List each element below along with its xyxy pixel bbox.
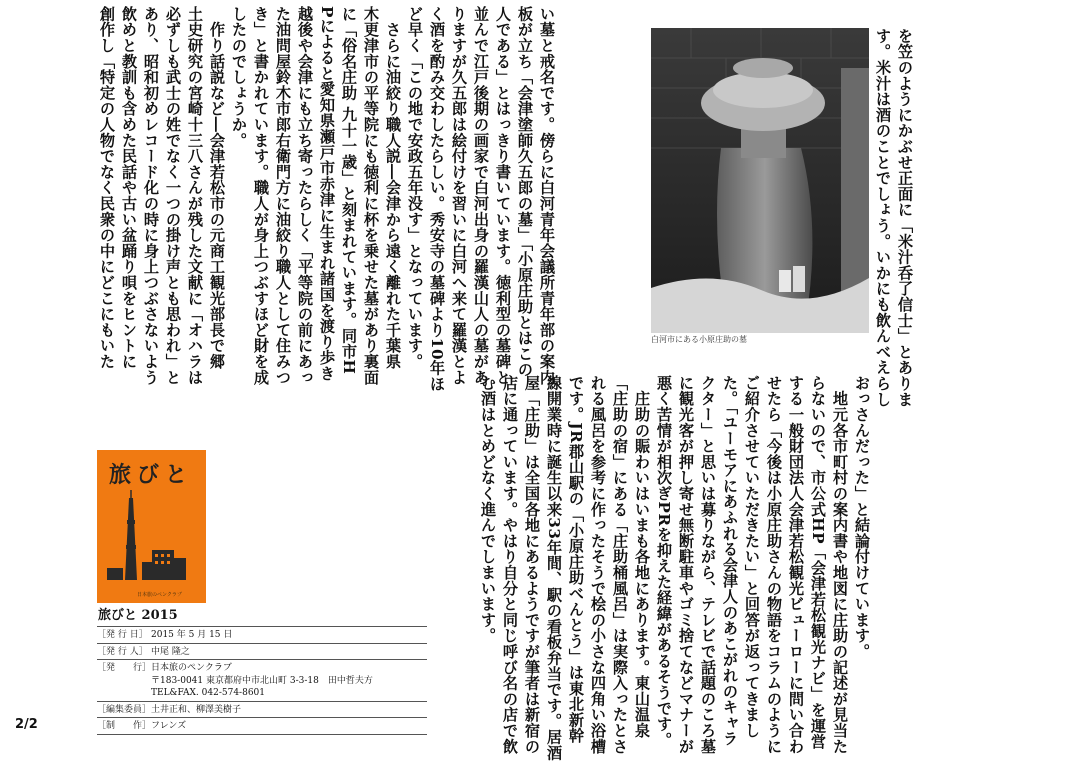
cover-logo: 旅びと bbox=[109, 462, 194, 488]
colophon-editors: ［編集委員］ 土井正和、柳澤美樹子 bbox=[97, 704, 242, 715]
colophon-issuer: ［発 行］ 日本旅のペンクラブ bbox=[97, 663, 232, 673]
colophon-publisher: ［発 行 人］ 中尾 隆之 bbox=[97, 646, 190, 657]
photo-caption: 白河市にある小原庄助の墓 bbox=[651, 335, 747, 344]
cover-small-label: 日本旅のペンクラブ bbox=[137, 592, 182, 598]
gravestone-photo bbox=[651, 28, 869, 333]
colophon-issue-date: ［発 行 日］ 2015 年 5 月 15 日 bbox=[97, 630, 233, 640]
colophon bbox=[97, 625, 427, 737]
article-block-2: い墓と戒名です。傍らに白河青年会議所青年部の案内 板が立ち「会津塗師久五郎の墓」「小原庄助とはこの 人である」とはっきり書いています。徳利型の墓碑と 並んで江戸後期の画家で白河出身の羅漢山人の墓があ りますが久五郎は絵付けを習いに白河へ来て羅漢とよ く酒を酌み交わしたらしい。秀安寺の墓碑より10年ほ ど早く「この地で安政五年没す」となっています。 さらに油絞り職人説―会津から遠く離れた千葉県 木更津市の平等院にも徳利に杯を乗せた墓があり裏面 に「俗名庄助 九十一歳」と刻まれています。同市H Pによると愛知県瀬戸市赤津に生まれ諸国を渡り歩き 越後や会津にも立ち寄ったらしく「平等院の前にあっ た油問屋鈴木市郎右衛門方に油絞り職人として住みつ き」と書かれています。職人が身上つぶすほど財を成 したのでしょうか。 作り話説など―会津若松市の元商工観光部長で郷 土史研究の宮崎十三八さんが残した文献に「オハラは 必ずしも武士の姓でなく一つの掛け声とも思われ」と あり、昭和初めレコード化の時に身上つぶさないよう 飲めと教訓も含めた民話や古い盆踊り唄をヒントに 創作し「特定の人物でなく民衆の中にどこにもいた bbox=[98, 6, 556, 392]
gravestone-image bbox=[651, 28, 869, 333]
colophon-production: ［制 作］ フレンズ bbox=[97, 721, 187, 731]
publication-title: 旅びと 2015 bbox=[98, 608, 178, 623]
tower-illustration-icon bbox=[97, 450, 206, 603]
colophon-address: 〒183-0041 東京都府中市北山町 3-3-18 田中哲夫方 bbox=[151, 675, 373, 686]
article-block-3: おっさんだった」と結論付けています。 地元各市町村の案内書や地図に庄助の記述が見当た らないので、市公式HP「会津若松観光ナビ」を運営 する一般財団法人会津若松観光ビューローに問い合わ せたら「今後は小原庄助さんの物語をコラムのように ご紹介させていただきたい」と回答が返ってきまし た。「ユーモアにあふれる会津人のあこがれのキャラ クター」と思いは募りながら、テレビで話題のころ墓 に観光客が押し寄せ無断駐車やゴミ捨てなどマナーが 悪く苦情が相次ぎPRを抑えた経緯があるそうです。 庄助の賑わいはいまも各地にあります。東山温泉 「庄助の宿」にある「庄助桶風呂」は実際入ったとさ れる風呂を参考に作ったそうで桧の小さな四角い浴槽 です。JR郡山駅の「小原庄助べんとう」は東北新幹 線開業時に誕生以来33年間、駅の看板弁当です。居酒 屋「庄助」は全国各地にあるようですが筆者は新宿の 店に通っています。やはり自分と同じ呼び名の店で飲 む酒はとめどなく進んでしまいます。 bbox=[479, 375, 871, 761]
colophon-tel: TEL&FAX. 042-574-8601 bbox=[151, 688, 265, 698]
article-block-1: を笠のようにかぶせ正面に「米汁呑了信士」とありま す。米汁は酒のことでしょう。いかにも飲んべえらし bbox=[874, 28, 914, 408]
magazine-cover bbox=[97, 450, 206, 603]
page-number: 2/2 bbox=[15, 717, 38, 732]
